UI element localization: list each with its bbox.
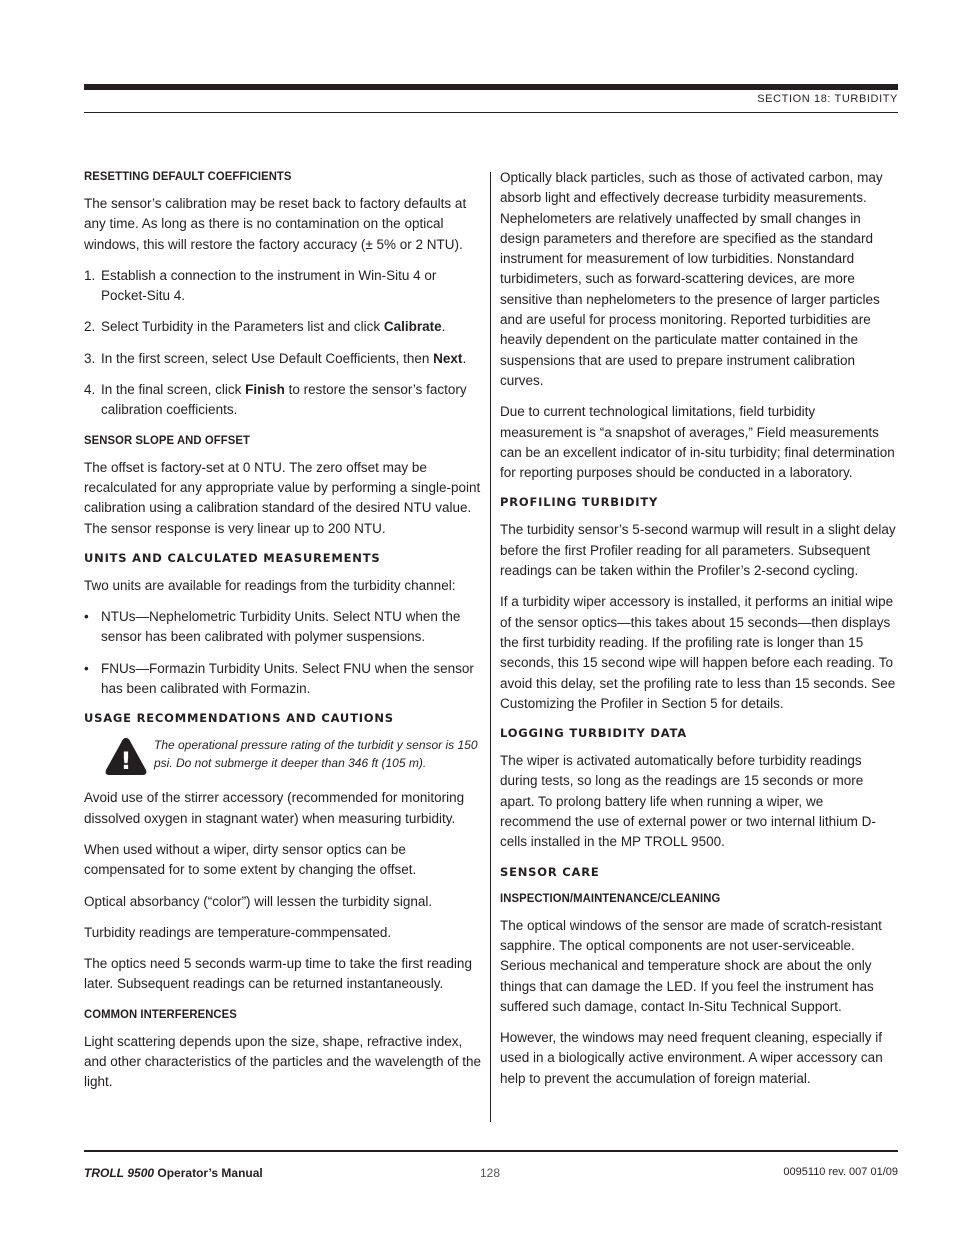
step-bold: Next [433, 350, 463, 366]
bullet-text: NTUs—Nephelometric Turbidity Units. Select NTU when the sensor has been calibrated with polymer suspensions. [101, 609, 461, 645]
paragraph-logging: The wiper is activated automatically before turbidity readings during tests, so long as the readings are 15 seconds or more apart. To prolong battery life when running a wiper, we recommend the use of external power or two internal lithium D-cells installed in the MP TROLL 9500. [500, 753, 876, 850]
units-list [84, 607, 482, 699]
heading-sensor-care: SENSOR CARE [500, 864, 600, 879]
heading-slope-offset: SENSOR SLOPE AND OFFSET [84, 432, 250, 447]
paragraph-care-1: The optical windows of the sensor are made of scratch-resistant sapphire. The optical components are not user-serviceable. Serious mechanical and temperature shock are about the only things that can damage the LED. If you feel the instrument has suffered such damage, contact In-Situ Technical Support. [500, 917, 882, 1014]
list-item [84, 317, 482, 337]
heading-inspection: INSPECTION/MAINTENANCE/CLEANING [500, 890, 721, 905]
paragraph-slope: The offset is factory-set at 0 NTU. The zero offset may be recalculated for any appropriate value by performing a single-point calibration using a calibration standard of the desired NTU value. The sensor response is very linear up to 200 NTU. [84, 459, 481, 536]
paragraph-profiling-2: If a turbidity wiper accessory is installed, it performs an initial wipe of the sensor optics—this takes about 15 seconds—then displays the first turbidity reading. If the profiling rate is longer than 15 seconds, this 15 second wipe will happen before each reading. To avoid this delay, set the profiling rate to less than 15 seconds. See Customizing the Profiler in Section 5 for details. [500, 594, 896, 711]
step-bold: Finish [245, 382, 285, 398]
step-text-end: . [462, 350, 467, 366]
paragraph-reset: The sensor’s calibration may be reset back to factory defaults at any time. As long as there is no contamination on the optical windows, this will restore the factory accuracy (± 5% or 2 NTU). [84, 196, 467, 252]
step-text-end: to restore the sensor’s factory calibration coefficients. [101, 382, 467, 418]
heading-units: UNITS AND CALCULATED MEASUREMENTS [84, 550, 381, 565]
document-number: 0095110 rev. 007 01/09 [783, 1166, 898, 1178]
list-item [84, 266, 482, 307]
footer-title [84, 1166, 263, 1180]
step-number: 2. [84, 319, 96, 335]
step-text: In the final screen, click [101, 382, 246, 398]
step-number: 4. [84, 382, 96, 398]
bullet-mark: • [84, 609, 89, 625]
paragraph-profiling-1: The turbidity sensor’s 5-second warmup will result in a slight delay before the first Profiler reading for all parameters. Subsequent readings can be taken within the Profiler’s 2-second cycling. [500, 522, 896, 579]
list-item [84, 659, 482, 700]
heading-logging: LOGGING TURBIDITY DATA [500, 726, 688, 741]
list-item [84, 349, 482, 369]
list-item [84, 607, 482, 648]
paragraph-usage-3: Optical absorbancy (“color”) will lessen the turbidity signal. [84, 893, 433, 909]
caution-triangle-icon [104, 736, 148, 776]
header-thin-rule [84, 112, 898, 113]
paragraph-usage-5: The optics need 5 seconds warm-up time to take the first reading later. Subsequent readings can be returned instantaneously. [84, 956, 472, 992]
caution-mark: ! [120, 747, 132, 776]
footer-manual: Operator’s Manual [157, 1166, 263, 1180]
bullet-text: FNUs—Formazin Turbidity Units. Select FNU when the sensor has been calibrated with Formazin. [101, 660, 474, 697]
left-column [84, 168, 482, 1104]
step-text: Establish a connection to the instrument in Win-Situ 4 or Pocket-Situ 4. [101, 267, 437, 304]
column-divider [490, 172, 491, 1122]
page-number: 128 [480, 1166, 501, 1180]
footer-rule [84, 1150, 898, 1152]
paragraph-interferences-2: Optically black particles, such as those of activated carbon, may absorb light and effectively decrease turbidity measurements. Nephelometers are relatively unaffected by small changes in design parameters and therefore are specified as the standard instrument for measurement of low turbidities. Nonstandard turbidimeters, such as forward-scattering devices, are more sensitive than nephelometers to the presence of larger particles and are useful for process monitoring. Reported turbidities are heavily dependent on the particulate matter contained in the suspensions that are used to prepare instrument calibration curves. [500, 170, 883, 388]
paragraph-care-2: However, the windows may need frequent cleaning, especially if used in a biologically active environment. A wiper accessory can help to prevent the accumulation of foreign material. [500, 1030, 883, 1086]
paragraph-units: Two units are available for readings from the turbidity channel: [84, 577, 456, 593]
list-item [84, 380, 482, 421]
step-text: In the first screen, select Use Default Coefficients, then [101, 350, 434, 366]
reset-steps-list [84, 266, 482, 421]
section-label: SECTION 18: TURBIDITY [757, 93, 898, 105]
step-text-end: . [441, 319, 446, 335]
paragraph-interferences-3: Due to current technological limitations, field turbidity measurement is “a snapshot of averages,” Field measurements can be an excellent indicator of in-situ turbidity; final determination for reporting purposes should be conducted in a laboratory. [500, 404, 895, 481]
paragraph-usage-4: Turbidity readings are temperature-commpensated. [84, 924, 392, 940]
step-number: 1. [84, 267, 96, 283]
step-text: Select Turbidity in the Parameters list and click [101, 319, 384, 335]
paragraph-usage-1: Avoid use of the stirrer accessory (recommended for monitoring dissolved oxygen in stagnant water) when measuring turbidity. [84, 790, 465, 826]
caution-text: The operational pressure rating of the turbidit y sensor is 150 psi. Do not submerge it deeper than 346 ft (105 m). [154, 738, 478, 771]
heading-interferences: COMMON INTERFERENCES [84, 1006, 237, 1021]
bullet-mark: • [84, 660, 89, 676]
step-bold: Calibrate [383, 319, 442, 335]
step-number: 3. [84, 350, 96, 366]
heading-usage: USAGE RECOMMENDATIONS AND CAUTIONS [84, 711, 394, 726]
footer-brand: TROLL [84, 1166, 124, 1180]
heading-resetting: RESETTING DEFAULT COEFFICIENTS [84, 169, 292, 183]
paragraph-usage-2: When used without a wiper, dirty sensor optics can be compensated for to some extent by changing the offset. [84, 841, 417, 878]
paragraph-interferences: Light scattering depends upon the size, shape, refractive index, and other characteristics of the particles and the wavelength of the light. [84, 1033, 481, 1090]
heading-profiling: PROFILING TURBIDITY [500, 495, 659, 510]
header-rule [84, 84, 898, 90]
right-column [500, 168, 898, 1100]
footer-model: 9500 [127, 1166, 155, 1180]
caution-note [104, 736, 482, 776]
